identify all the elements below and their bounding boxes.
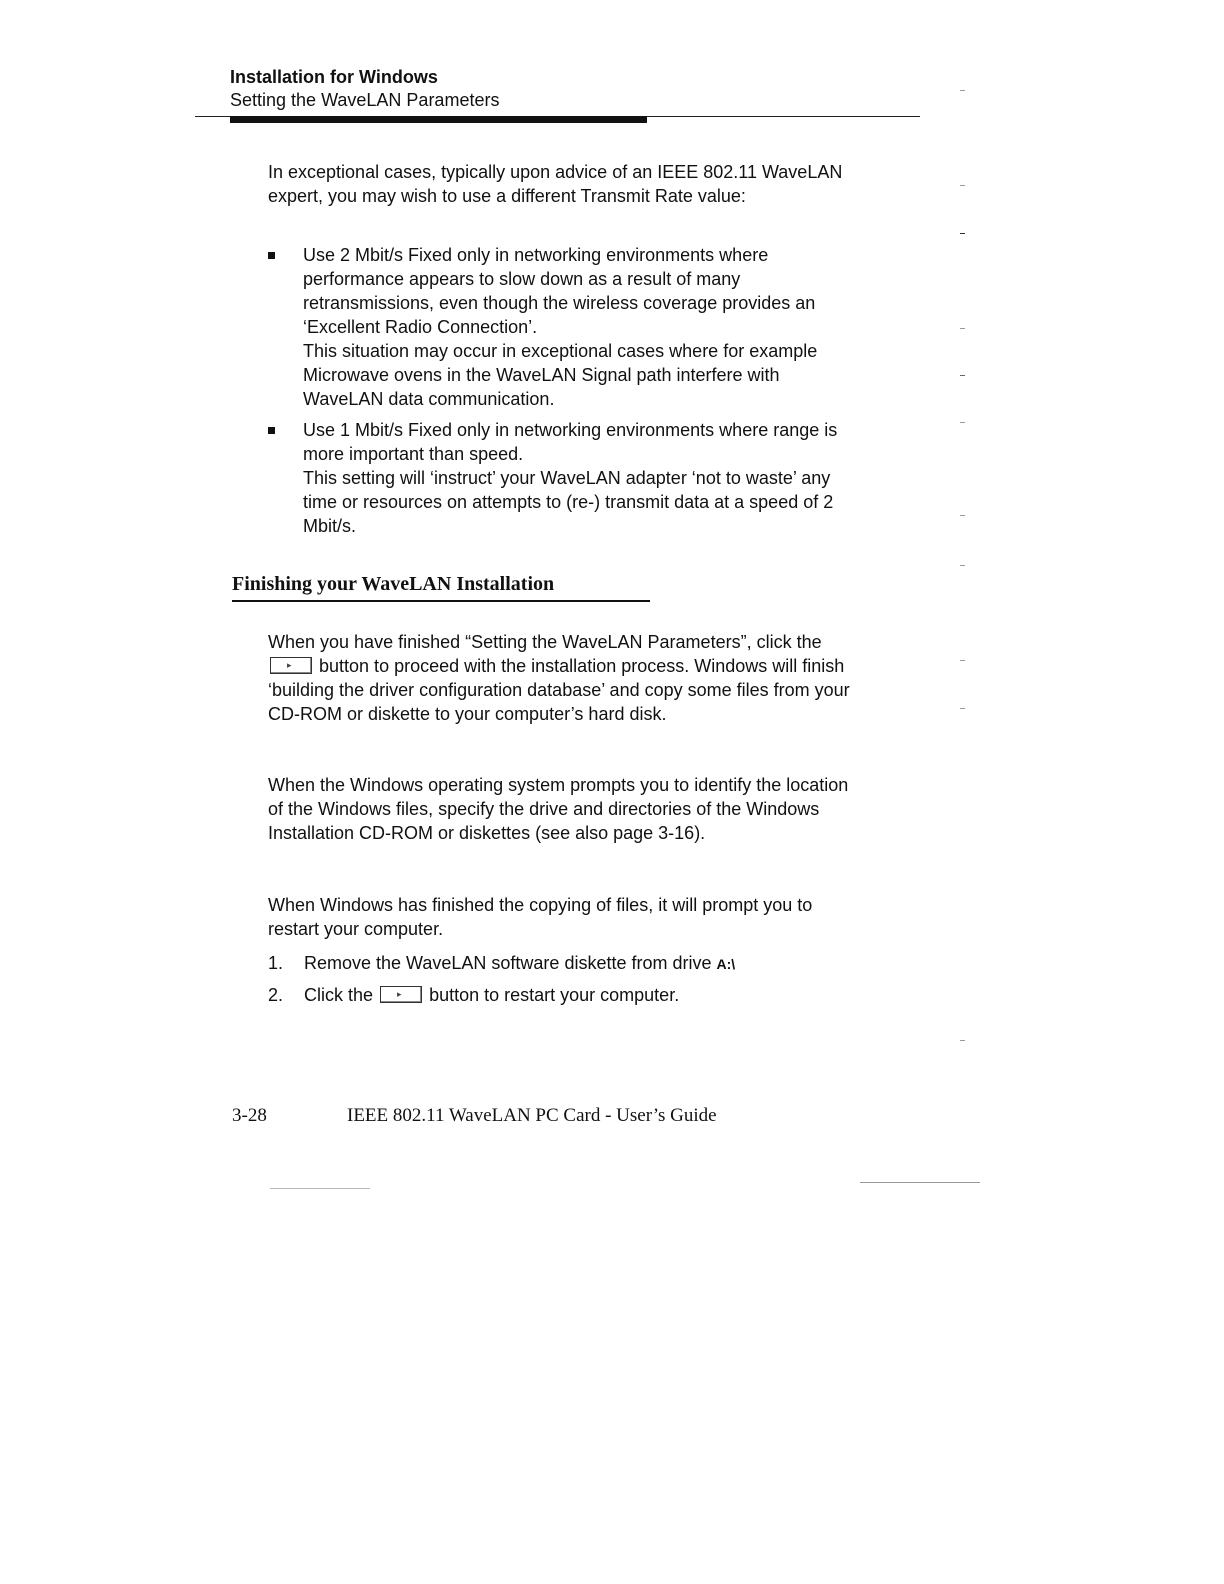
ok-button-icon: ▸ xyxy=(380,986,422,1003)
bullet-square-icon xyxy=(268,427,275,434)
scan-speck xyxy=(960,515,965,516)
scan-speck xyxy=(960,185,965,186)
running-header xyxy=(230,66,930,112)
list-item xyxy=(268,951,858,976)
bullet-text: Use 1 Mbit/s Fixed only in networking environments where range is more important than speed. xyxy=(303,420,838,464)
finish-text-after: button to proceed with the installation process. Windows will finish ‘building the driver configuration database’ and copy some files from your CD-ROM or diskette to your computer’s hard disk. xyxy=(268,656,850,724)
list-item xyxy=(268,243,858,411)
bullet-text: Use 2 Mbit/s Fixed only in networking environments where performance appears to slow down as a result of many retransmissions, even though the wireless coverage provides an ‘Excellent Radio Connection’. xyxy=(303,245,816,337)
finish-paragraph-2: When the Windows operating system prompts you to identify the location of the Windows files, specify the drive and directories of the Windows Installation CD-ROM or diskettes (see also page 3-16). xyxy=(268,775,849,843)
ok-button-icon: ▸ xyxy=(270,657,312,674)
scan-speck xyxy=(960,328,965,329)
section-title: Setting the WaveLAN Parameters xyxy=(230,90,500,110)
bullet-note: This situation may occur in exceptional cases where for example Microwave ovens in the WaveLAN Signal path interfere with WaveLAN data communication. xyxy=(303,341,818,409)
scan-streak xyxy=(270,1188,370,1189)
step-text-after: button to restart your computer. xyxy=(429,985,680,1005)
bullet-square-icon xyxy=(268,252,275,259)
drive-letter: A:\ xyxy=(716,956,736,972)
finish-paragraph-1 xyxy=(268,630,858,726)
intro-paragraph: In exceptional cases, typically upon advice of an IEEE 802.11 WaveLAN expert, you may wish to use a different Transmit Rate value: xyxy=(268,162,843,206)
scan-streak xyxy=(860,1182,980,1183)
scan-speck xyxy=(960,708,965,709)
list-item xyxy=(268,983,858,1007)
step-number: 2. xyxy=(268,985,284,1005)
step-text: Remove the WaveLAN software diskette from drive xyxy=(304,953,712,973)
restart-steps xyxy=(268,951,858,1014)
transmit-rate-list xyxy=(268,243,858,545)
header-rule-bar xyxy=(230,116,647,123)
scan-speck xyxy=(960,90,965,91)
page-number: 3-28 xyxy=(232,1105,267,1126)
scan-speck xyxy=(960,422,965,423)
scan-speck xyxy=(960,660,965,661)
step-text: Click the xyxy=(304,985,374,1005)
footer-title: IEEE 802.11 WaveLAN PC Card - User’s Guide xyxy=(347,1105,717,1126)
step-number: 1. xyxy=(268,953,284,973)
scan-speck xyxy=(960,375,965,376)
scan-speck xyxy=(960,565,965,566)
finish-paragraph-3: When Windows has finished the copying of files, it will prompt you to restart your computer. xyxy=(268,895,813,939)
finish-text-before: When you have finished “Setting the WaveLAN Parameters”, click the xyxy=(268,632,822,652)
list-item xyxy=(268,418,858,538)
section-heading: Finishing your WaveLAN Installation xyxy=(232,573,555,595)
section-underline xyxy=(232,600,650,602)
scan-speck xyxy=(960,233,965,234)
scan-speck xyxy=(960,1040,965,1041)
bullet-note: This setting will ‘instruct’ your WaveLAN adapter ‘not to waste’ any time or resources on attempts to (re-) transmit data at a speed of 2 Mbit/s. xyxy=(303,468,834,536)
chapter-title: Installation for Windows xyxy=(230,67,438,87)
